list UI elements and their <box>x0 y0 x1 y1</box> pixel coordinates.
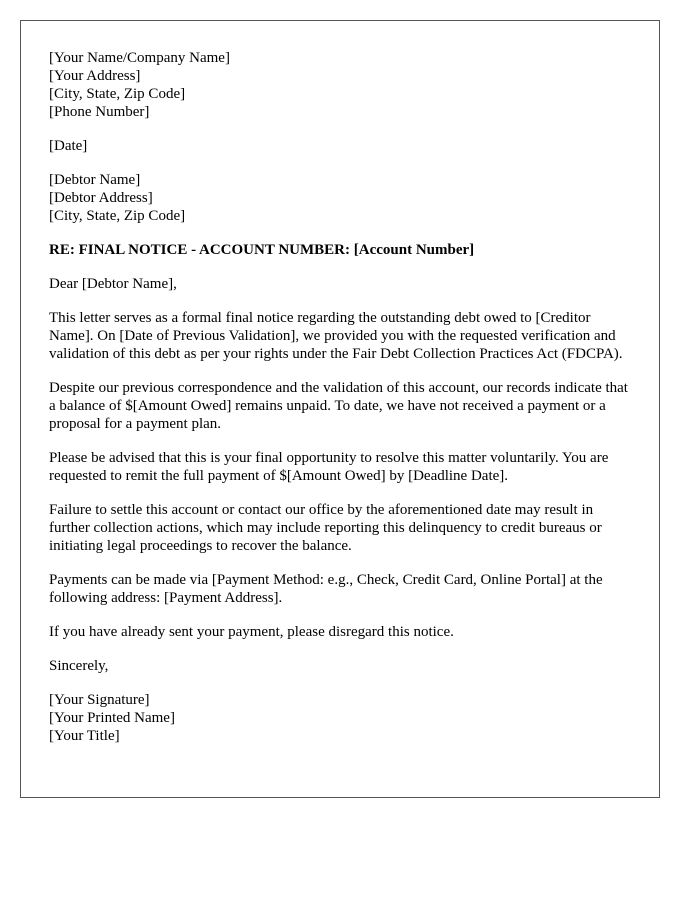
signature: [Your Signature] <box>49 692 150 708</box>
recipient-city-state-zip: [City, State, Zip Code] <box>49 208 186 224</box>
salutation: Dear [Debtor Name], <box>49 276 177 292</box>
body-paragraph: Despite our previous correspondence and the validation of this account, our records indicate that a balance of $[Amount Owed] remains unpaid. To date, we have not received a payment or a proposal for a payment plan. <box>49 380 628 432</box>
sender-block <box>49 49 631 121</box>
body-paragraph: This letter serves as a formal final notice regarding the outstanding debt owed to [Creditor Name]. On [Date of Previous Validation], we provided you with the requested verification and validation of this debt as per your rights under the Fair Debt Collection Practices Act (FDCPA). <box>49 310 623 362</box>
body-paragraph: If you have already sent your payment, please disregard this notice. <box>49 624 454 640</box>
body-paragraph: Please be advised that this is your final opportunity to resolve this matter voluntarily. You are requested to remit the full payment of $[Amount Owed] by [Deadline Date]. <box>49 450 609 484</box>
body-paragraph: Failure to settle this account or contact our office by the aforementioned date may result in further collection actions, which may include reporting this delinquency to credit bureaus or initiating legal proceedings to recover the balance. <box>49 502 602 554</box>
printed-name: [Your Printed Name] <box>49 710 175 726</box>
letter-date: [Date] <box>49 138 88 154</box>
signature-block <box>49 691 631 745</box>
closing: Sincerely, <box>49 658 109 674</box>
recipient-block <box>49 171 631 225</box>
sender-phone: [Phone Number] <box>49 104 150 120</box>
recipient-address: [Debtor Address] <box>49 190 153 206</box>
sender-city-state-zip: [City, State, Zip Code] <box>49 86 186 102</box>
sender-name: [Your Name/Company Name] <box>49 50 230 66</box>
signer-title: [Your Title] <box>49 728 120 744</box>
sender-address: [Your Address] <box>49 68 141 84</box>
date-block <box>49 137 631 155</box>
recipient-name: [Debtor Name] <box>49 172 141 188</box>
letter-page <box>20 20 660 798</box>
subject-line: RE: FINAL NOTICE - ACCOUNT NUMBER: [Account Number] <box>49 242 475 258</box>
body-paragraph: Payments can be made via [Payment Method: e.g., Check, Credit Card, Online Portal] at the following address: [Payment Address]. <box>49 572 603 606</box>
